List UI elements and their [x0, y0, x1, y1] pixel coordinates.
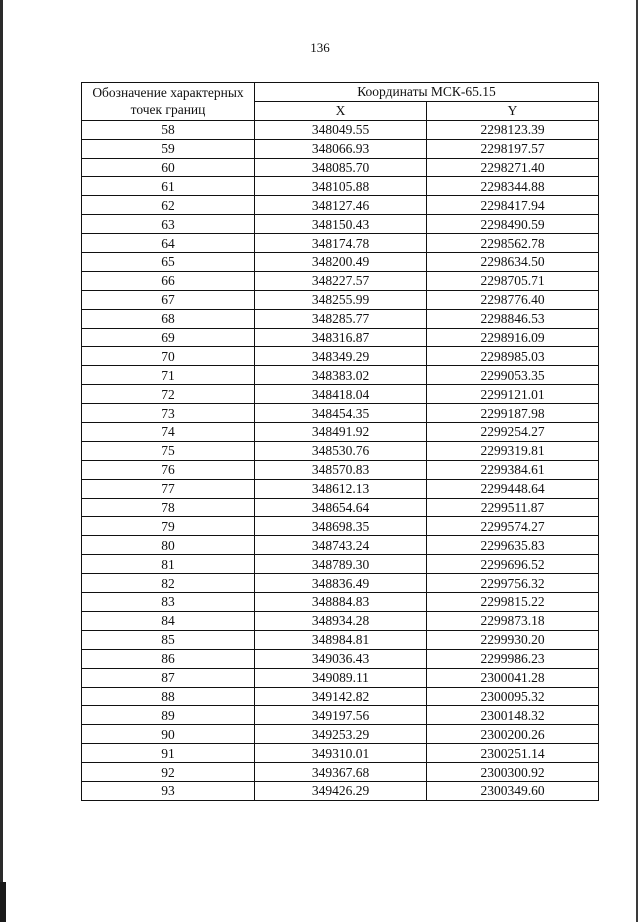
x-coordinate-cell: 348285.77 [255, 309, 427, 328]
x-coordinate-cell: 348654.64 [255, 498, 427, 517]
header-y: Y [427, 101, 599, 120]
x-coordinate-cell: 349310.01 [255, 744, 427, 763]
table-row [82, 649, 599, 668]
y-coordinate-cell: 2298344.88 [427, 177, 599, 196]
header-point-designation [82, 83, 255, 121]
x-coordinate-cell: 349036.43 [255, 649, 427, 668]
y-coordinate-cell: 2299756.32 [427, 574, 599, 593]
x-coordinate-cell: 348884.83 [255, 593, 427, 612]
point-cell: 80 [82, 536, 255, 555]
scan-border-left [0, 0, 3, 922]
x-coordinate-cell: 348789.30 [255, 555, 427, 574]
point-cell: 75 [82, 441, 255, 460]
point-cell: 72 [82, 385, 255, 404]
table-row [82, 479, 599, 498]
y-coordinate-cell: 2298705.71 [427, 271, 599, 290]
table-row [82, 763, 599, 782]
y-coordinate-cell: 2299448.64 [427, 479, 599, 498]
x-coordinate-cell: 349367.68 [255, 763, 427, 782]
y-coordinate-cell: 2299319.81 [427, 441, 599, 460]
y-coordinate-cell: 2300200.26 [427, 725, 599, 744]
table-row [82, 158, 599, 177]
x-coordinate-cell: 348612.13 [255, 479, 427, 498]
x-coordinate-cell: 348570.83 [255, 460, 427, 479]
table-row [82, 574, 599, 593]
x-coordinate-cell: 349253.29 [255, 725, 427, 744]
header-coordinates: Координаты МСК-65.15 [255, 83, 599, 102]
table-row [82, 196, 599, 215]
point-cell: 70 [82, 347, 255, 366]
y-coordinate-cell: 2299815.22 [427, 593, 599, 612]
table-row [82, 781, 599, 800]
y-coordinate-cell: 2299873.18 [427, 611, 599, 630]
point-cell: 69 [82, 328, 255, 347]
point-cell: 78 [82, 498, 255, 517]
point-cell: 71 [82, 366, 255, 385]
table-row [82, 725, 599, 744]
y-coordinate-cell: 2300041.28 [427, 668, 599, 687]
point-cell: 93 [82, 781, 255, 800]
x-coordinate-cell: 348383.02 [255, 366, 427, 385]
y-coordinate-cell: 2299696.52 [427, 555, 599, 574]
table-header [82, 83, 599, 121]
y-coordinate-cell: 2298490.59 [427, 215, 599, 234]
table-row [82, 347, 599, 366]
point-cell: 64 [82, 234, 255, 253]
table-row [82, 536, 599, 555]
table-row [82, 385, 599, 404]
table-row [82, 555, 599, 574]
coordinates-table [81, 82, 599, 801]
x-coordinate-cell: 348984.81 [255, 630, 427, 649]
header-point-line2: точек границ [130, 102, 206, 118]
x-coordinate-cell: 348049.55 [255, 120, 427, 139]
x-coordinate-cell: 348127.46 [255, 196, 427, 215]
point-cell: 74 [82, 423, 255, 442]
x-coordinate-cell: 348085.70 [255, 158, 427, 177]
x-coordinate-cell: 348227.57 [255, 271, 427, 290]
table-body [82, 120, 599, 800]
y-coordinate-cell: 2299254.27 [427, 423, 599, 442]
x-coordinate-cell: 348174.78 [255, 234, 427, 253]
point-cell: 61 [82, 177, 255, 196]
point-cell: 84 [82, 611, 255, 630]
y-coordinate-cell: 2300095.32 [427, 687, 599, 706]
x-coordinate-cell: 348836.49 [255, 574, 427, 593]
table-row [82, 404, 599, 423]
x-coordinate-cell: 348698.35 [255, 517, 427, 536]
table-row [82, 460, 599, 479]
y-coordinate-cell: 2299930.20 [427, 630, 599, 649]
y-coordinate-cell: 2299187.98 [427, 404, 599, 423]
point-cell: 82 [82, 574, 255, 593]
y-coordinate-cell: 2299121.01 [427, 385, 599, 404]
y-coordinate-cell: 2300300.92 [427, 763, 599, 782]
point-cell: 59 [82, 139, 255, 158]
point-cell: 89 [82, 706, 255, 725]
point-cell: 66 [82, 271, 255, 290]
x-coordinate-cell: 349089.11 [255, 668, 427, 687]
table-row [82, 593, 599, 612]
y-coordinate-cell: 2299574.27 [427, 517, 599, 536]
x-coordinate-cell: 348743.24 [255, 536, 427, 555]
x-coordinate-cell: 348349.29 [255, 347, 427, 366]
point-cell: 79 [82, 517, 255, 536]
x-coordinate-cell: 349142.82 [255, 687, 427, 706]
table-row [82, 441, 599, 460]
y-coordinate-cell: 2299053.35 [427, 366, 599, 385]
table-row [82, 290, 599, 309]
y-coordinate-cell: 2300148.32 [427, 706, 599, 725]
x-coordinate-cell: 348418.04 [255, 385, 427, 404]
table-row [82, 498, 599, 517]
y-coordinate-cell: 2300251.14 [427, 744, 599, 763]
point-cell: 58 [82, 120, 255, 139]
table-row [82, 423, 599, 442]
page-number: 136 [310, 40, 330, 55]
table-row [82, 668, 599, 687]
y-coordinate-cell: 2298916.09 [427, 328, 599, 347]
x-coordinate-cell: 348255.99 [255, 290, 427, 309]
table-row [82, 120, 599, 139]
point-cell: 62 [82, 196, 255, 215]
table-row [82, 139, 599, 158]
point-cell: 87 [82, 668, 255, 687]
x-coordinate-cell: 349426.29 [255, 781, 427, 800]
point-cell: 60 [82, 158, 255, 177]
x-coordinate-cell: 348491.92 [255, 423, 427, 442]
y-coordinate-cell: 2298417.94 [427, 196, 599, 215]
point-cell: 81 [82, 555, 255, 574]
point-cell: 67 [82, 290, 255, 309]
table-row [82, 215, 599, 234]
x-coordinate-cell: 349197.56 [255, 706, 427, 725]
header-point-line1: Обозначение характерных [92, 85, 244, 101]
table-row [82, 611, 599, 630]
x-coordinate-cell: 348200.49 [255, 253, 427, 272]
y-coordinate-cell: 2298562.78 [427, 234, 599, 253]
y-coordinate-cell: 2298271.40 [427, 158, 599, 177]
x-coordinate-cell: 348105.88 [255, 177, 427, 196]
table-row [82, 706, 599, 725]
point-cell: 63 [82, 215, 255, 234]
y-coordinate-cell: 2299384.61 [427, 460, 599, 479]
point-cell: 68 [82, 309, 255, 328]
point-cell: 65 [82, 253, 255, 272]
y-coordinate-cell: 2299986.23 [427, 649, 599, 668]
point-cell: 90 [82, 725, 255, 744]
point-cell: 83 [82, 593, 255, 612]
point-cell: 88 [82, 687, 255, 706]
y-coordinate-cell: 2298197.57 [427, 139, 599, 158]
y-coordinate-cell: 2298985.03 [427, 347, 599, 366]
x-coordinate-cell: 348316.87 [255, 328, 427, 347]
x-coordinate-cell: 348530.76 [255, 441, 427, 460]
point-cell: 76 [82, 460, 255, 479]
y-coordinate-cell: 2300349.60 [427, 781, 599, 800]
y-coordinate-cell: 2299511.87 [427, 498, 599, 517]
y-coordinate-cell: 2299635.83 [427, 536, 599, 555]
table-row [82, 234, 599, 253]
table-row [82, 366, 599, 385]
point-cell: 92 [82, 763, 255, 782]
x-coordinate-cell: 348150.43 [255, 215, 427, 234]
table-row [82, 271, 599, 290]
table-row [82, 744, 599, 763]
table-row [82, 630, 599, 649]
x-coordinate-cell: 348454.35 [255, 404, 427, 423]
point-cell: 85 [82, 630, 255, 649]
scan-border-right [636, 0, 638, 922]
point-cell: 86 [82, 649, 255, 668]
table-row [82, 328, 599, 347]
y-coordinate-cell: 2298776.40 [427, 290, 599, 309]
table-row [82, 517, 599, 536]
table-row [82, 253, 599, 272]
scan-corner-mark [0, 882, 6, 922]
point-cell: 73 [82, 404, 255, 423]
table-row [82, 309, 599, 328]
y-coordinate-cell: 2298634.50 [427, 253, 599, 272]
table-row [82, 687, 599, 706]
point-cell: 91 [82, 744, 255, 763]
point-cell: 77 [82, 479, 255, 498]
x-coordinate-cell: 348934.28 [255, 611, 427, 630]
header-x: X [255, 101, 427, 120]
x-coordinate-cell: 348066.93 [255, 139, 427, 158]
table-row [82, 177, 599, 196]
y-coordinate-cell: 2298846.53 [427, 309, 599, 328]
y-coordinate-cell: 2298123.39 [427, 120, 599, 139]
